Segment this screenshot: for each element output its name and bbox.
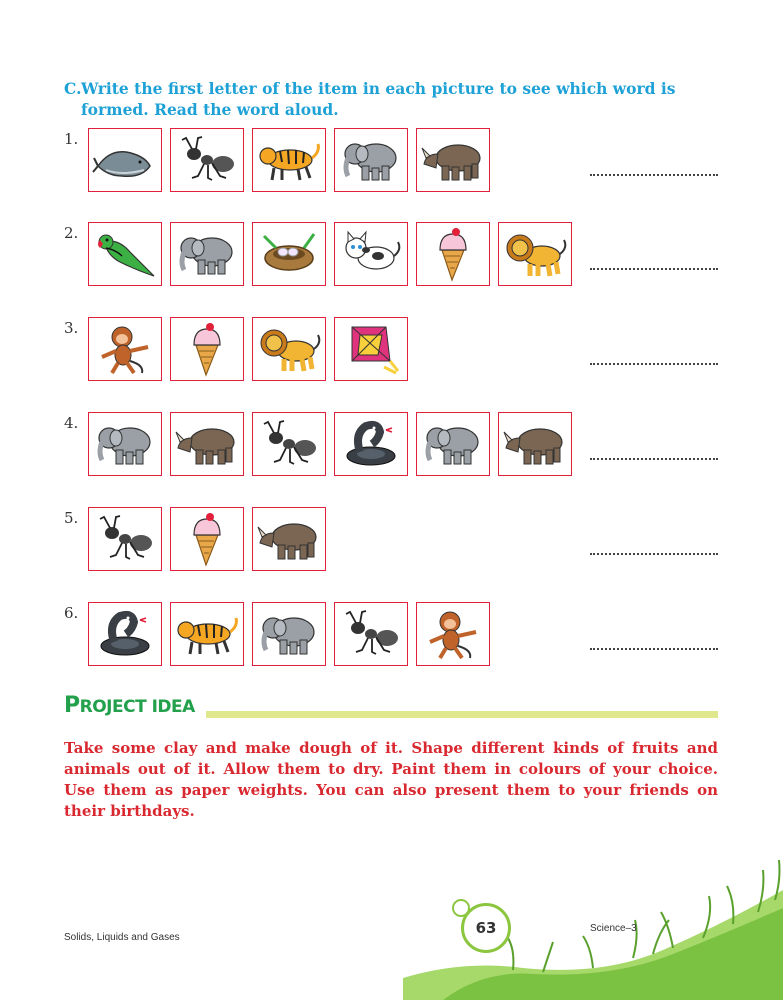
instruction [64, 78, 718, 120]
ice-cream-icon [174, 511, 240, 567]
ant-icon [174, 132, 240, 188]
rhinoceros-picture [498, 412, 572, 476]
snake-icon [92, 606, 158, 662]
ice-cream-picture [416, 222, 490, 286]
chapter-title: Solids, Liquids and Gases [64, 932, 180, 943]
answer-line[interactable] [590, 260, 718, 270]
question-number: 1. [64, 130, 79, 148]
cat-icon [338, 226, 404, 282]
rhinoceros-icon [502, 416, 568, 472]
question-row [64, 602, 724, 668]
snake-picture [334, 412, 408, 476]
project-idea-text: Take some clay and make dough of it. Shape different kinds of fruits and animals out of it. Allow them to dry. Paint them in colours of your choice. Use them as paper weights. You can also present them to your friends on their birthdays. [64, 739, 718, 820]
project-title-cap: P [64, 693, 80, 718]
instruction-letter: C. [64, 79, 82, 98]
ant-picture [334, 602, 408, 666]
rhinoceros-icon [420, 132, 486, 188]
tiger-picture [252, 128, 326, 192]
picture-strip [88, 412, 572, 476]
ice-cream-picture [170, 507, 244, 571]
snake-icon [338, 416, 404, 472]
monkey-icon [92, 321, 158, 377]
ant-icon [92, 511, 158, 567]
ant-picture [252, 412, 326, 476]
picture-strip [88, 602, 490, 666]
ant-picture [170, 128, 244, 192]
question-row [64, 507, 724, 573]
ant-icon [338, 606, 404, 662]
parrot-icon [92, 226, 158, 282]
elephant-picture [252, 602, 326, 666]
answer-line[interactable] [590, 166, 718, 176]
elephant-icon [420, 416, 486, 472]
parrot-picture [88, 222, 162, 286]
question-number: 3. [64, 319, 79, 337]
project-idea-heading [64, 693, 195, 718]
rhinoceros-icon [174, 416, 240, 472]
answer-line[interactable] [590, 640, 718, 650]
monkey-picture [88, 317, 162, 381]
cat-picture [334, 222, 408, 286]
answer-line[interactable] [590, 355, 718, 365]
instruction-line-1: Write the first letter of the item in each picture to see which word is [81, 79, 676, 98]
snake-picture [88, 602, 162, 666]
nest-icon [256, 226, 322, 282]
ice-cream-icon [420, 226, 486, 282]
question-row [64, 222, 724, 288]
picture-strip [88, 317, 408, 381]
ant-picture [88, 507, 162, 571]
answer-line[interactable] [590, 545, 718, 555]
kite-picture [334, 317, 408, 381]
tiger-icon [256, 132, 322, 188]
question-number: 4. [64, 414, 79, 432]
ice-cream-picture [170, 317, 244, 381]
question-number: 2. [64, 224, 79, 242]
elephant-picture [170, 222, 244, 286]
monkey-icon [420, 606, 486, 662]
question-number: 6. [64, 604, 79, 622]
monkey-picture [416, 602, 490, 666]
picture-strip [88, 222, 572, 286]
question-row [64, 412, 724, 478]
whale-icon [92, 132, 158, 188]
rhinoceros-icon [256, 511, 322, 567]
elephant-icon [92, 416, 158, 472]
elephant-icon [256, 606, 322, 662]
lion-picture [252, 317, 326, 381]
elephant-picture [88, 412, 162, 476]
ice-cream-icon [174, 321, 240, 377]
kite-icon [338, 321, 404, 377]
ant-icon [256, 416, 322, 472]
elephant-icon [174, 226, 240, 282]
tiger-picture [170, 602, 244, 666]
rhinoceros-picture [170, 412, 244, 476]
question-number: 5. [64, 509, 79, 527]
elephant-picture [334, 128, 408, 192]
rhinoceros-picture [416, 128, 490, 192]
project-heading-bar [206, 711, 718, 718]
answer-line[interactable] [590, 450, 718, 460]
question-row [64, 317, 724, 383]
instruction-line-2: formed. Read the word aloud. [81, 100, 339, 119]
nest-picture [252, 222, 326, 286]
page-number: 63 [461, 903, 511, 953]
question-row [64, 128, 724, 194]
lion-icon [256, 321, 322, 377]
project-title-rest: ROJECT IDEA [79, 697, 195, 717]
elephant-icon [338, 132, 404, 188]
elephant-picture [416, 412, 490, 476]
lion-icon [502, 226, 568, 282]
picture-strip [88, 128, 490, 192]
lion-picture [498, 222, 572, 286]
book-title: Science–3 [590, 923, 637, 934]
whale-picture [88, 128, 162, 192]
rhinoceros-picture [252, 507, 326, 571]
tiger-icon [174, 606, 240, 662]
picture-strip [88, 507, 326, 571]
